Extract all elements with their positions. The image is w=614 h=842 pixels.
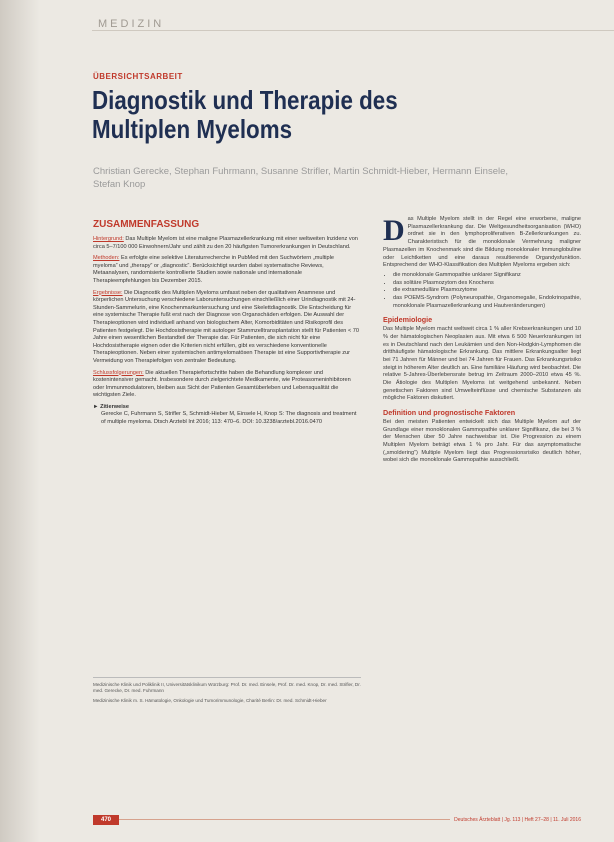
abstract-conclusions-text: Die aktuellen Therapiefortschritte haben die Behandlung komplexer und kostenintensiver gemacht. Insbesondere durch zielgerichtete Medikamente, wie Proteasomeninhibitoren oder Immunmodulatoren, bleiben aus Sicht der Patienten Gesamtüberleben und Lebensqualität die wichtigsten Ziele. [93, 369, 351, 399]
list-item: • die extramedulläre Plasmozytome [393, 287, 581, 295]
intro-text: as Multiple Myelom stellt in der Regel eine erworbene, maligne Plasmazellerkrankung dar. Die Weltgesundheitsorganisation (WHO) ordnet sie in den lymphoproliferativen B-Zellerkrankungen zu. Charakteristisch für die monoklonale Vermehrung maligner Plasmazellen im Knochenmark sind die Bildung monoklonaler Immunglobuline oder Leichtketten und eine daraus resultierende Organdysfunktion. Entsprechend der WHO-Klassifikation des Multiplen Myeloms ergeben sich: [383, 216, 581, 269]
footnote-divider [93, 677, 361, 678]
epidemiology-text: Das Multiple Myelom macht weltweit circa 1 % aller Krebserkrankungen und 10 % der hämatologischen Neoplasien aus. Mit etwa 6 500 Neuerkrankungen ist es in Deutschland nach den Leukämien und den Non-Hodgkin-Lymphomen die dritthäufigste hämatologische Erkrankung. Das mittlere Erkrankungsalter liegt bei 71 Jahren für Männer und bei 74 Jahren für Frauen. Das Erkrankungsrisiko steigt in höherem Alter deutlich an. Eine familiäre Häufung wird beobachtet. Die relative 5-Jahres-Überlebensrate betrug im Zeitraum 2000–2010 etwa 45 %. Die Ätiologie des Multiplen Myeloms ist weitgehend unbekannt. Neben genetischen Faktoren sind Umwelteinflüsse und chemische Substanzen als mögliche Faktoren diskutiert. [383, 326, 581, 402]
body-column [383, 216, 581, 467]
heading-definition: Definition und prognostische Faktoren [383, 408, 516, 418]
page-shadow [0, 0, 40, 842]
article-title: Diagnostik und Therapie des Multiplen Myeloms [92, 85, 398, 144]
abstract-background [93, 236, 359, 251]
intro-paragraph [383, 216, 581, 270]
page-number: 470 [93, 815, 119, 825]
definition-text: Bei den meisten Patienten entwickelt sich das Multiple Myelom auf der Grundlage einer monoklonalen Gammopathie unklarer Signifikanz, die bei 3 % der Menschen über 50 Jahre nachweisbar ist. Die Progression zu einem Multiplen Myelom beträgt etwa 1 % pro Jahr. Für das asymptomatische („smoldering“) Multiple Myelom liegt das Progressionsrisiko deutlich höher, wobei sich die monoklonale Gammopathie ausschließt. [383, 418, 581, 464]
abstract-background-label: Hintergrund: [93, 236, 124, 242]
classification-list [383, 272, 581, 311]
affiliation-1: Medizinische Klinik und Poliklinik II, Universitätsklinikum Würzburg: Prof. Dr. med. Einsele, Prof. Dr. med. Knop, Dr. med. Strifler, Dr. med. Gerecke, Dr. med. Fuhrmann [93, 682, 361, 694]
list-item: • das POEMS-Syndrom (Polyneuropathie, Organomegalie, Endokrinopathie, monoklonale Plasmazellerkrankung und Hautveränderungen) [393, 295, 581, 310]
citation-label: ► Zitierweise [93, 403, 130, 410]
abstract-background-text: Das Multiple Myelom ist eine maligne Plasmazellerkrankung mit einer weltweiten Inzidenz von circa 5–7/100 000 Einwohnern/Jahr und zählt zu den 20 häufigsten Tumorerkrankungen in Deutschland. [93, 236, 358, 250]
abstract-results-text: Die Diagnostik des Multiplen Myeloms umfasst neben der qualitativen Anamnese und körperlichen Untersuchung verschiedene Laboruntersuchungen einschließlich einer Urindiagnostik mit 24-Stunden-Sammelurin, eine Knochenmarkuntersuchung und eine Skelettdiagnostik. Die Entscheidung für eine systemische Therapie fußt erst nach der Diagnose von Organschäden erfolgen. Die Auswahl der Therapieoptionen wird individuell anhand von biologischem Alter, Komorbiditäten und Risikoprofil des Patienten festgelegt. Die Hochdosistherapie mit autologer Stammzelltransplantation stellt für Patienten < 70 Jahre einen wesentlichen Bestandteil der Therapie dar. Für Patienten, die sich nicht für eine Hochdosistherapie eignen oder die Kriterien nicht erfüllen, gibt es verschiedene konventionelle Therapieoptionen. Neben einer systemischen antimyelomatösen Therapie ist eine Supportivtherapie zur Vermeidung von Therapiefolgen von zentraler Bedeutung. [93, 289, 360, 364]
abstract-methods-text: Es erfolgte eine selektive Literaturrecherche in PubMed mit den Suchwörtern „multiple myeloma“ und „therapy“ or „diagnostic“. Berücksichtigt wurden dabei systematische Reviews, Metaanalysen, randomisierte kontrollierte Studien sowie nationale und internationale Therapieempfehlungen bis Dezember 2015. [93, 255, 334, 284]
abstract-results [93, 290, 359, 366]
list-item: • das solitäre Plasmozytom des Knochens [393, 280, 581, 288]
abstract-conclusions-label: Schlussfolgerungen: [93, 369, 144, 376]
affiliation-2: Medizinische Klinik m. S. Hämatologie, Onkologie und Tumorimmunologie, Charité Berlin: Dr. med. Schmidt-Hieber [93, 698, 327, 704]
abstract-results-label: Ergebnisse: [93, 289, 123, 296]
author-list: Christian Gerecke, Stephan Fuhrmann, Susanne Strifler, Martin Schmidt-Hieber, Hermann Einsele, Stefan Knop [93, 166, 509, 190]
section-rubric: MEDIZIN [98, 18, 165, 30]
heading-epidemiology: Epidemiologie [383, 315, 433, 325]
journal-citation: Deutsches Ärzteblatt | Jg. 113 | Heft 27–28 | 11. Juli 2016 [450, 815, 581, 825]
citation-block [93, 404, 359, 427]
abstract-methods-label: Methoden: [93, 255, 120, 262]
drop-cap: D [383, 214, 405, 247]
abstract-heading: ZUSAMMENFASSUNG [93, 219, 200, 230]
abstract-body [93, 236, 359, 431]
article-type: ÜBERSICHTSARBEIT [93, 72, 183, 81]
list-item: • die monoklonale Gammopathie unklarer Signifikanz [393, 272, 581, 280]
abstract-conclusions [93, 370, 359, 400]
citation-text: Gerecke C, Fuhrmann S, Strifler S, Schmidt-Hieber M, Einsele H, Knop S: The diagnosis and treatment of multiple myeloma. Dtsch Arztebl Int 2016; 113: 470–6. DOI: 10.3238/arztebl.2016.0470 [101, 411, 357, 426]
rubric-divider [92, 30, 614, 31]
affiliations [93, 682, 361, 709]
abstract-methods [93, 255, 359, 285]
